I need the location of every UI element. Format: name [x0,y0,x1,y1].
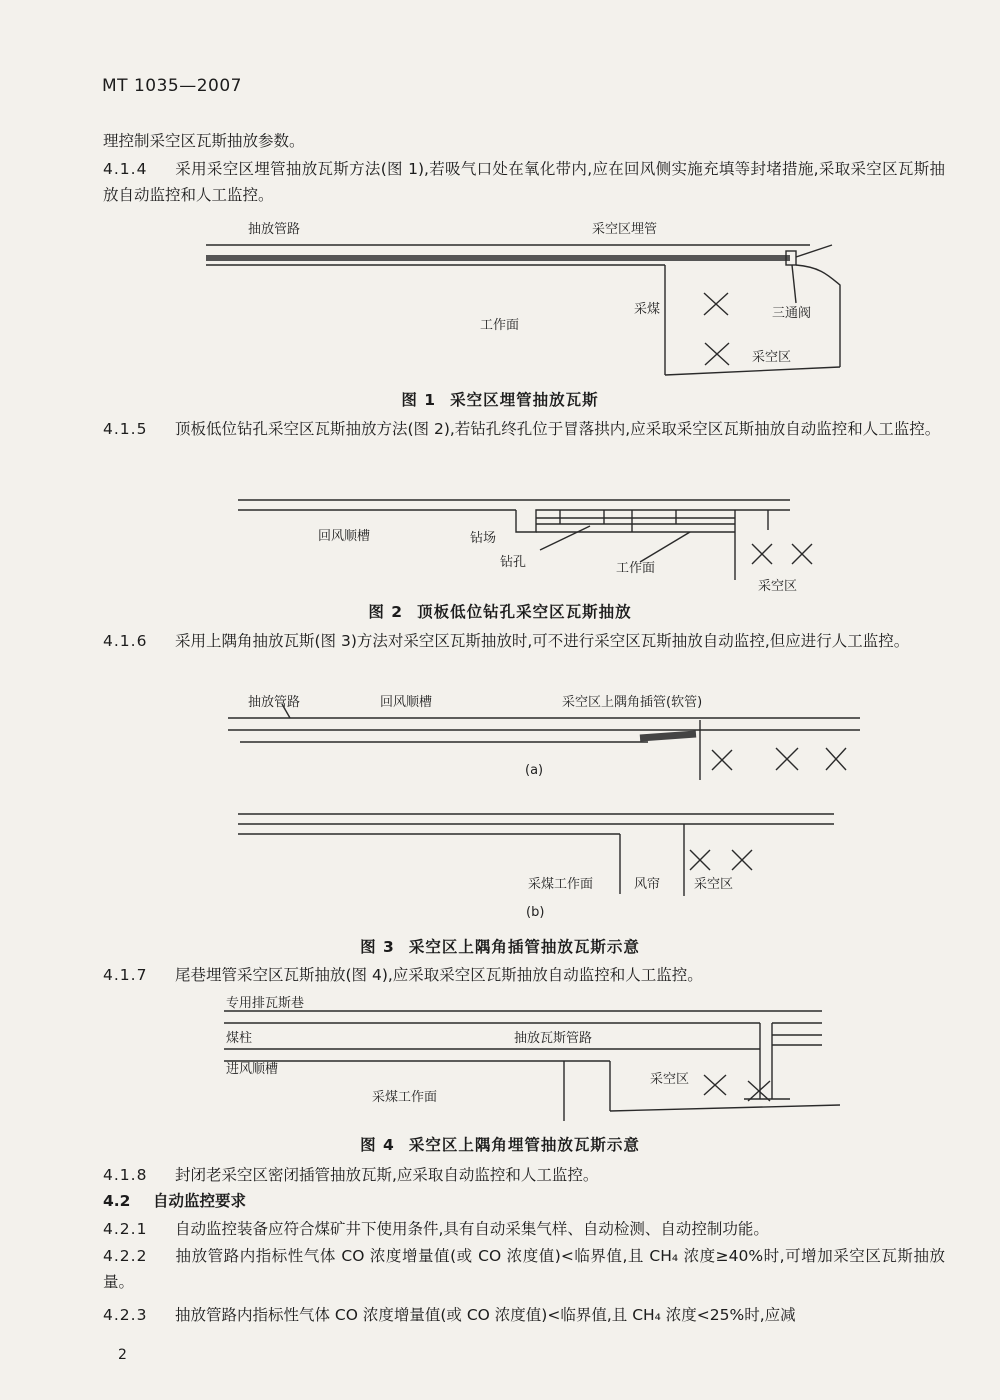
caption-title: 采空区上隅角埋管抽放瓦斯示意 [408,1136,640,1154]
label-intake-roadway: 进风顺槽 [226,1062,279,1077]
label-mining: 采煤 [634,302,661,317]
section-number: 4.2 [103,1192,131,1210]
clause-4-2-3 [103,1302,945,1328]
label-goaf: 采空区 [694,877,734,892]
caption-title: 顶板低位钻孔采空区瓦斯抽放 [417,603,632,621]
clause-text: 封闭老采空区密闭插管抽放瓦斯,应采取自动监控和人工监控。 [175,1166,599,1184]
clause-number: 4.1.6 [103,632,148,650]
label-drill-hole: 钻孔 [500,555,527,570]
section-title: 自动监控要求 [153,1192,247,1210]
section-4-2-heading [103,1189,246,1211]
caption-title: 采空区上隅角插管抽放瓦斯示意 [408,938,640,956]
label-goaf: 采空区 [758,579,798,594]
label-face: 工作面 [480,318,520,333]
label-goaf: 采空区 [650,1072,690,1087]
clause-number: 4.2.1 [103,1220,148,1238]
label-return-roadway: 回风顺槽 [380,695,433,710]
label-face: 工作面 [616,561,656,576]
caption-number: 图 1 [401,391,437,409]
paragraph-continued: 理控制采空区瓦斯抽放参数。 [103,132,305,150]
label-return-roadway: 回风顺槽 [318,529,371,544]
label-valve: 三通阀 [772,306,812,321]
figure-1-caption [0,388,1000,410]
clause-text: 尾巷埋管采空区瓦斯抽放(图 4),应采取采空区瓦斯抽放自动监控和人工监控。 [175,966,703,984]
label-gas-lane: 专用排瓦斯巷 [226,996,305,1011]
label-pipe: 抽放管路 [248,695,301,710]
clause-text: 自动监控装备应符合煤矿井下使用条件,具有自动采集气样、自动检测、自动控制功能。 [175,1220,769,1238]
caption-number: 图 3 [360,938,395,956]
clause-number: 4.1.8 [103,1166,148,1184]
label-mining-face: 采煤工作面 [372,1090,438,1105]
clause-4-1-6 [103,628,945,654]
figure-4-caption [0,1133,1000,1155]
label-pipe: 抽放管路 [248,222,301,237]
figure-2-caption [0,600,1000,622]
figure-2-diagram [0,480,1000,600]
figure-3-diagram [0,690,1000,930]
clause-4-1-7 [103,962,945,988]
clause-text: 抽放管路内指标性气体 CO 浓度增量值(或 CO 浓度值)<临界值,且 CH₄ 浓度<25%时,应减 [175,1306,796,1324]
clause-text: 抽放管路内指标性气体 CO 浓度增量值(或 CO 浓度值)<临界值,且 CH₄ 浓度≥40%时,可增加采空区瓦斯抽放量。 [103,1247,945,1291]
clause-number: 4.1.5 [103,420,148,438]
label-coal-pillar: 煤柱 [226,1031,253,1046]
figure-3-caption [0,935,1000,957]
standard-number: MT 1035—2007 [102,76,242,96]
clause-4-2-1 [103,1216,945,1242]
label-air-curtain: 风帘 [634,877,661,892]
clause-4-1-5 [103,416,945,442]
clause-text: 顶板低位钻孔采空区瓦斯抽放方法(图 2),若钻孔终孔位于冒落拱内,应采取采空区瓦斯抽放自动监控和人工监控。 [175,420,941,438]
page-number: 2 [118,1347,127,1363]
clause-text: 采用采空区埋管抽放瓦斯方法(图 1),若吸气口处在氧化带内,应在回风侧实施充填等封堵措施,采取采空区瓦斯抽放自动监控和人工监控。 [103,160,945,204]
label-a: (a) [525,763,544,778]
clause-4-1-8 [103,1162,945,1188]
caption-number: 图 2 [368,603,404,621]
figure-4-diagram [0,995,1000,1130]
clause-number: 4.2.2 [103,1247,148,1265]
clause-number: 4.1.4 [103,160,148,178]
label-corner-hose: 采空区上隅角插管(软管) [562,695,703,710]
label-drill-site: 钻场 [470,531,497,546]
caption-title: 采空区埋管抽放瓦斯 [450,391,599,409]
caption-number: 图 4 [360,1136,395,1154]
clause-4-1-4 [103,156,945,208]
clause-number: 4.1.7 [103,966,148,984]
clause-number: 4.2.3 [103,1306,148,1324]
clause-4-2-2 [103,1243,945,1295]
label-mining-face: 采煤工作面 [528,877,594,892]
label-buried-pipe: 采空区埋管 [592,222,658,237]
figure-1-diagram [0,215,1000,385]
label-pipe: 抽放瓦斯管路 [514,1031,593,1046]
clause-text: 采用上隅角抽放瓦斯(图 3)方法对采空区瓦斯抽放时,可不进行采空区瓦斯抽放自动监控,但应进行人工监控。 [175,632,910,650]
label-b: (b) [526,905,545,920]
label-goaf: 采空区 [752,350,792,365]
